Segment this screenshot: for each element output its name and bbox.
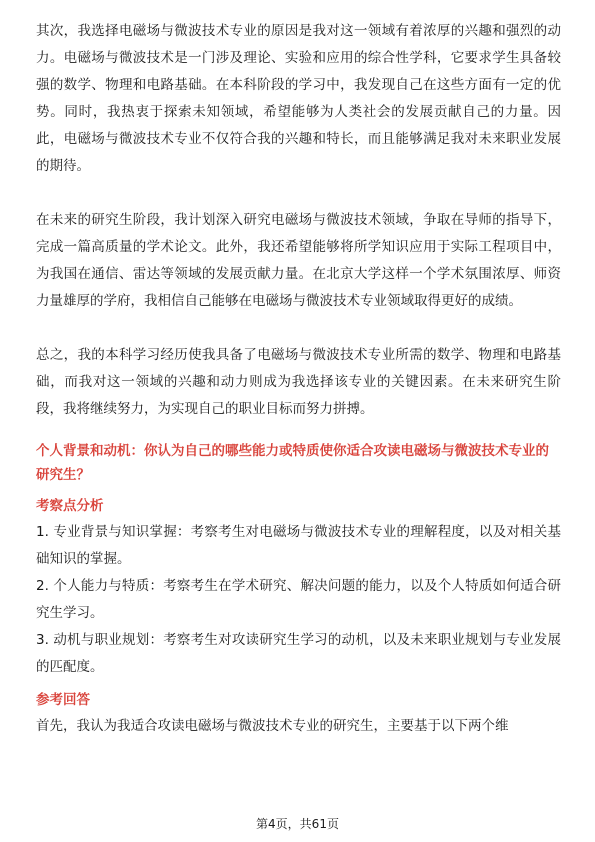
analysis-item: 1. 专业背景与知识掌握：考察考生对电磁场与微波技术专业的理解程度，以及对相关基础知识的掌握。 (36, 524, 561, 567)
body-paragraph: 在未来的研究生阶段，我计划深入研究电磁场与微波技术领域，争取在导师的指导下，完成一篇高质量的学术论文。此外，我还希望能够将所学知识应用于实际工程项目中，为我国在通信、雷达等领域的发展贡献力量。在北京大学这样一个学术氛围浓厚、师资力量雄厚的学府，我相信自己能够在电磁场与微波技术专业领域取得更好的成绩。 (36, 212, 561, 309)
section-spacer (36, 423, 561, 439)
answer-text: 首先，我认为我适合攻读电磁场与微波技术专业的研究生，主要基于以下两个维 (36, 718, 509, 734)
analysis-item: 3. 动机与职业规划：考察考生对攻读研究生学习的动机，以及未来职业规划与专业发展的匹配度。 (36, 632, 561, 675)
answer-heading: 参考回答 (36, 692, 90, 708)
analysis-item: 2. 个人能力与特质：考察考生在学术研究、解决问题的能力，以及个人特质如何适合研究生学习。 (36, 578, 561, 621)
document-page (36, 18, 561, 740)
body-paragraph: 总之，我的本科学习经历使我具备了电磁场与微波技术专业所需的数学、物理和电路基础，而我对这一领域的兴趣和动力则成为我选择该专业的关键因素。在未来研究生阶段，我将继续努力，为实现自己的职业目标而努力拼搏。 (36, 347, 561, 417)
analysis-heading: 考察点分析 (36, 498, 104, 514)
body-paragraph: 其次，我选择电磁场与微波技术专业的原因是我对这一领域有着浓厚的兴趣和强烈的动力。电磁场与微波技术是一门涉及理论、实验和应用的综合性学科，它要求学生具备较强的数学、物理和电路基础。在本科阶段的学习中，我发现自己在这些方面有一定的优势。同时，我热衷于探索未知领域，希望能够为人类社会的发展贡献自己的力量。因此，电磁场与微波技术专业不仅符合我的兴趣和特长，而且能够满足我对未来职业发展的期待。 (36, 23, 561, 174)
page-number: 第4页，共61页 (256, 817, 339, 831)
question-heading: 个人背景和动机：你认为自己的哪些能力或特质使你适合攻读电磁场与微波技术专业的研究生？ (36, 443, 549, 483)
